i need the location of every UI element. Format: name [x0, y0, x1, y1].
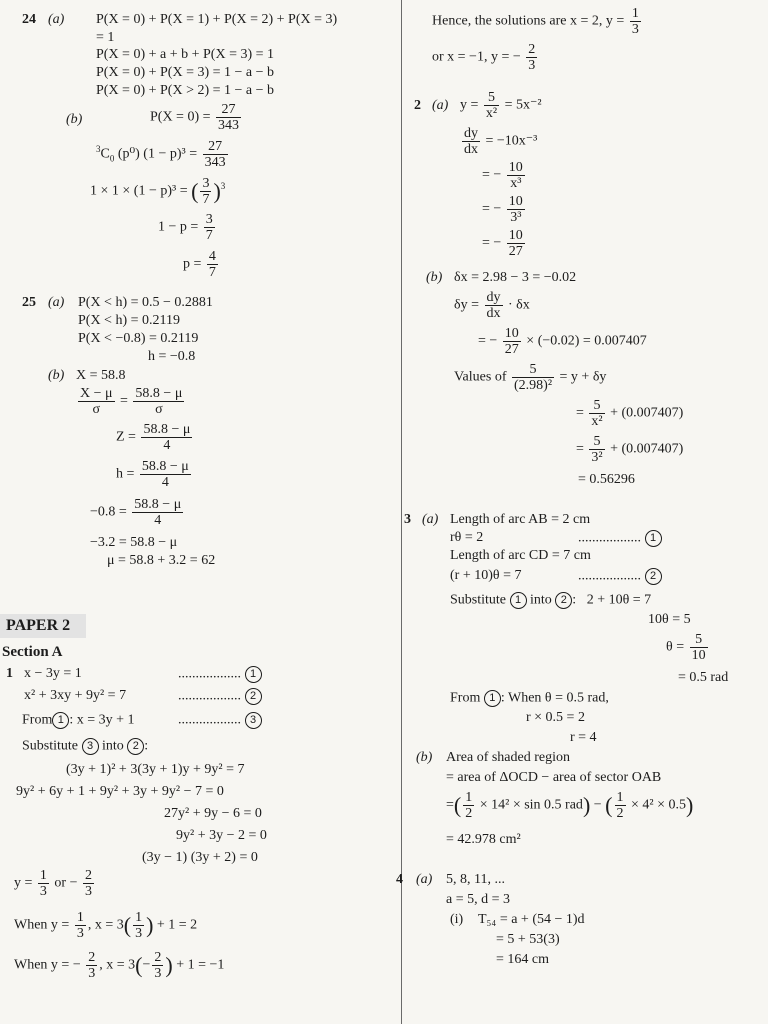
q1-number: 1: [6, 666, 13, 681]
neg08-eq: −0.8 =: [90, 504, 127, 520]
denominator: 4: [163, 438, 171, 453]
q2-a-line2: [460, 126, 537, 157]
numerator: 5: [484, 90, 499, 106]
q3-b-line2: = area of ΔOCD − area of sector OAB: [446, 770, 662, 785]
numerator: 10: [508, 228, 523, 243]
q1-step3: 27y² + 9y − 6 = 0: [164, 806, 262, 821]
q24-b-line5: [183, 249, 220, 280]
q1-step4: 9y² + 3y − 2 = 0: [176, 828, 267, 843]
or-text: or x = −1, y = −: [432, 49, 521, 65]
fraction: [526, 42, 537, 73]
combination-symbol: C: [100, 146, 110, 162]
denominator: 3: [528, 58, 536, 73]
q1-y-values: [14, 868, 96, 899]
q2-part-a: (a): [432, 98, 449, 113]
q24-b-line2: $^3C_0$ (p⁰) (1 − p)³ = $\frac{27}{343}$: [96, 139, 226, 170]
q25-line1: P(X < h) = 0.5 − 0.2881: [78, 295, 213, 310]
q2-a-line4: [482, 194, 527, 225]
q3-10theta: 10θ = 5: [648, 612, 691, 627]
dot-dx: · δx: [508, 297, 530, 313]
q3-b-result: = 42.978 cm²: [446, 832, 521, 847]
or-line: [432, 42, 539, 73]
numerator: 1: [465, 790, 473, 805]
q2-b-line2: [454, 290, 530, 321]
values-of: Values of: [454, 369, 507, 385]
q1-eq1: x − 3y = 1: [24, 666, 82, 681]
q25-b-line4: [116, 459, 193, 490]
q3-b-line3: =( $\frac{1}{2}$ × 14² × sin 0.5 rad) − ( $\frac{1}{2}$ × 4² × 0.5): [446, 790, 694, 821]
eq3-body: : x = 3y + 1: [69, 712, 135, 728]
q24-b-line4: [158, 212, 217, 243]
plus-value: + (0.007407): [610, 441, 684, 457]
denominator: 343: [218, 118, 240, 133]
numerator: X − μ: [80, 386, 113, 401]
denominator: 2: [465, 806, 473, 821]
fraction: [507, 194, 525, 225]
q24-b3-lhs: 1 × 1 × (1 − p)³ =: [90, 183, 188, 199]
paper-2-heading: PAPER 2: [0, 614, 86, 638]
dotted-leader: [178, 666, 262, 683]
substitute-label: Substitute: [450, 592, 507, 608]
dots: ..................: [578, 530, 641, 546]
q24-line4: P(X = 0) + P(X = 3) = 1 − a − b: [96, 65, 275, 80]
q3-line2: rθ = 2: [450, 530, 484, 545]
sub-eq: 2 + 10θ = 7: [586, 592, 652, 608]
triangle-area: × 14² × sin 0.5 rad: [479, 797, 583, 813]
denominator: 3: [76, 926, 84, 941]
numerator: 5: [589, 434, 604, 450]
denominator: x³: [510, 176, 522, 191]
numerator: 2: [528, 42, 536, 57]
eq-neg: = −: [482, 235, 502, 251]
x-eq-3: , x = 3: [99, 957, 136, 973]
q24-line1: P(X = 0) + P(X = 1) + P(X = 2) + P(X = 3): [96, 12, 338, 27]
numerator: 5: [512, 362, 554, 378]
q3-part-a: (a): [422, 512, 439, 527]
fraction: [216, 102, 241, 133]
denominator: 3: [39, 884, 47, 899]
circled-3: 3: [245, 712, 262, 729]
from-label: From: [22, 712, 53, 728]
fraction: [204, 212, 215, 243]
q3-number: 3: [404, 512, 411, 527]
eq: =: [576, 405, 584, 421]
denominator: 3³: [510, 210, 522, 225]
minus: −: [593, 797, 602, 813]
q25-b-line5: [90, 497, 185, 528]
q3-b-line1: Area of shaded region: [446, 750, 571, 765]
numerator: 1: [616, 790, 624, 805]
dotted-leader: [578, 530, 662, 547]
denominator: 7: [205, 228, 213, 243]
circled-2: 2: [127, 738, 144, 755]
q25-part-a: (a): [48, 295, 65, 310]
q24-b2-mid: (p⁰) (1 − p)³ =: [117, 146, 198, 162]
fraction: [133, 910, 144, 941]
fraction: [141, 422, 192, 453]
circled-2: 2: [645, 568, 662, 585]
numerator: 10: [504, 326, 519, 341]
q3-line3: Length of arc CD = 7 cm: [450, 548, 591, 563]
eq-10x: = −10x⁻³: [485, 133, 538, 149]
q2-b-result: = 0.56296: [578, 472, 635, 487]
sector-area: × 4² × 0.5: [631, 797, 686, 813]
q4-line4: = 5 + 53(3): [496, 932, 560, 947]
plus-value: + (0.007407): [610, 405, 684, 421]
numerator: 10: [508, 194, 523, 209]
numerator: 1: [76, 910, 84, 925]
numerator: 1: [39, 868, 47, 883]
q24-line2: = 1: [96, 30, 115, 45]
fraction: [589, 398, 604, 429]
numerator: 2: [88, 950, 96, 965]
fraction: [507, 228, 525, 259]
result-2: + 1 = 2: [156, 917, 198, 933]
circled-1: 1: [52, 712, 69, 729]
numerator: 27: [203, 139, 228, 155]
denominator: 4: [161, 475, 169, 490]
denominator: 2: [616, 806, 624, 821]
eq-neg: = −: [478, 333, 498, 349]
denominator: 343: [204, 155, 226, 170]
y-eq: y =: [460, 97, 479, 113]
fraction: [152, 950, 163, 981]
dots: ..................: [178, 666, 241, 682]
circled-2: 2: [245, 688, 262, 705]
q25-number: 25: [22, 295, 36, 310]
fraction: [132, 497, 183, 528]
q4-line2: a = 5, d = 3: [446, 892, 511, 907]
numerator: 58.8 − μ: [135, 386, 183, 401]
section-a-heading: Section A: [2, 644, 63, 660]
denominator: 3: [88, 966, 96, 981]
denominator: 7: [208, 265, 216, 280]
fraction: [507, 160, 525, 191]
eq-neg: = −: [482, 167, 502, 183]
fraction: [462, 126, 480, 157]
q25-line2: P(X < h) = 0.2119: [78, 313, 180, 328]
numerator: 1: [631, 6, 639, 21]
numerator: 2: [84, 868, 92, 883]
q2-b-line1: δx = 2.98 − 3 = −0.02: [454, 270, 577, 285]
denominator: 3²: [591, 450, 603, 465]
denominator: 3: [631, 22, 639, 37]
theta-eq: θ =: [666, 639, 685, 655]
denominator: 10: [691, 648, 706, 663]
fraction: [38, 868, 49, 899]
q3-rad: = 0.5 rad: [678, 670, 729, 685]
fraction: [78, 386, 115, 417]
q25-b-line7: μ = 58.8 + 3.2 = 62: [107, 553, 216, 568]
q4-line1: 5, 8, 11, ...: [446, 872, 505, 887]
q1-when-neg: When y = − $\frac{2}{3}$ , x = 3(− $\frac{2}{3}$ ) + 1 = −1: [14, 950, 225, 981]
when-text: : When θ = 0.5 rad,: [500, 690, 609, 706]
numerator: 5: [589, 398, 604, 414]
numerator: 1: [135, 910, 143, 925]
when-neg-label: When y = −: [14, 957, 81, 973]
numerator: dy: [486, 290, 501, 305]
hence-text: Hence, the solutions are x = 2, y =: [432, 13, 625, 29]
colon: :: [572, 592, 577, 608]
q2-b-line5: [576, 398, 683, 429]
q3-r1: r × 0.5 = 2: [526, 710, 585, 725]
into-label: into: [102, 738, 124, 754]
q1-eq3: [22, 712, 135, 729]
fraction: [140, 459, 191, 490]
fraction: [512, 362, 554, 393]
denominator: 4: [154, 513, 162, 528]
fraction: [484, 90, 499, 121]
dotted-leader: [178, 688, 262, 705]
q24-line5: P(X = 0) + P(X > 2) = 1 − a − b: [96, 83, 275, 98]
q1-step5: (3y − 1) (3y + 2) = 0: [142, 850, 258, 865]
numerator: 4: [208, 249, 216, 264]
denominator: 27: [508, 244, 523, 259]
q1-eq2: x² + 3xy + 9y² = 7: [24, 688, 127, 703]
q24-b4-lhs: 1 − p =: [158, 219, 199, 235]
q24-b1-lhs: P(X = 0) =: [150, 109, 211, 125]
q25-b-line6: −3.2 = 58.8 − μ: [90, 535, 178, 550]
q24-number: 24: [22, 12, 36, 27]
numerator: 3: [205, 212, 213, 227]
denominator: (2.98)²: [514, 378, 553, 393]
q1-step2: 9y² + 6y + 1 + 9y² + 3y + 9y² − 7 = 0: [16, 784, 224, 799]
q2-a-line3: [482, 160, 527, 191]
denominator: 7: [202, 192, 210, 207]
fraction: [503, 326, 521, 357]
q1-when-pos: When y = $\frac{1}{3}$ , x = 3( $\frac{1}{3}$ ) + 1 = 2: [14, 910, 198, 941]
fraction: [75, 910, 86, 941]
numerator: 3: [202, 176, 210, 191]
circled-3: 3: [82, 738, 99, 755]
q1-substitute: Substitute 3 into 2 :: [22, 738, 149, 754]
eq: =: [446, 797, 454, 813]
q25-b-line3: [116, 422, 194, 453]
dotted-leader: [578, 568, 662, 585]
q3-line1: Length of arc AB = 2 cm: [450, 512, 591, 527]
circled-1: 1: [484, 690, 501, 707]
eq: =: [576, 441, 584, 457]
circled-1: 1: [510, 592, 527, 609]
q3-from: [450, 690, 609, 707]
fraction: [86, 950, 97, 981]
denominator: 3: [154, 966, 162, 981]
q25-line4: h = −0.8: [148, 349, 196, 364]
q3-r2: r = 4: [570, 730, 597, 745]
eq-5x: = 5x⁻²: [504, 97, 542, 113]
q2-a-line1: [460, 90, 542, 121]
eq-neg: = −: [482, 201, 502, 217]
denominator: 27: [504, 342, 519, 357]
dots: ..................: [578, 568, 641, 584]
dots: ..................: [178, 712, 241, 728]
q4-line5: = 164 cm: [496, 952, 549, 967]
denominator: σ: [92, 402, 101, 417]
q3-part-b: (b): [416, 750, 433, 765]
q24-b5-lhs: p =: [183, 256, 202, 272]
circled-1: 1: [645, 530, 662, 547]
fraction: [615, 790, 626, 821]
fraction: [203, 139, 228, 170]
denominator: 3: [135, 926, 143, 941]
or-label: or −: [54, 875, 78, 891]
q24-line3: P(X = 0) + a + b + P(X = 3) = 1: [96, 47, 275, 62]
q24-b-line3: 1 × 1 × (1 − p)³ = ( $\frac{3}{7}$ )$^3$: [90, 176, 226, 207]
q3-theta: [666, 632, 710, 663]
denominator: x²: [485, 106, 498, 121]
substitute-label: Substitute: [22, 738, 79, 754]
numerator: 10: [508, 160, 523, 175]
fraction: [690, 632, 708, 663]
q3-substitute: [450, 592, 651, 609]
from-label: From: [450, 690, 481, 706]
fraction: [207, 249, 218, 280]
x-eq-3: , x = 3: [87, 917, 124, 933]
denominator: x²: [591, 414, 603, 429]
fraction: [630, 6, 641, 37]
numerator: 2: [154, 950, 162, 965]
delta-y: δy =: [454, 297, 479, 313]
circled-2: 2: [555, 592, 572, 609]
denominator: 3: [84, 884, 92, 899]
numerator: 58.8 − μ: [143, 422, 191, 437]
column-divider: [401, 0, 402, 1024]
into-label: into: [530, 592, 552, 608]
q24-b-line1: [150, 102, 243, 133]
q2-b-line4: [454, 362, 606, 393]
numerator: 5: [690, 632, 708, 648]
q2-a-line5: [482, 228, 527, 259]
fraction: [589, 434, 604, 465]
q2-part-b: (b): [426, 270, 443, 285]
q3-line4: (r + 10)θ = 7: [450, 568, 522, 583]
numerator: 58.8 − μ: [141, 459, 189, 474]
q4-t54: T₅₄ = a + (54 − 1)d: [478, 912, 585, 927]
h-eq: h =: [116, 466, 135, 482]
fraction: [83, 868, 94, 899]
y-eq: y =: [14, 875, 33, 891]
denominator: dx: [486, 306, 501, 321]
dots: ..................: [178, 688, 241, 704]
denominator: dx: [464, 142, 478, 157]
q24-part-b: (b): [66, 112, 83, 127]
q4-part-i: (i): [450, 912, 464, 927]
circled-1: 1: [245, 666, 262, 683]
numerator: 27: [216, 102, 241, 118]
q2-b-line3: [478, 326, 647, 357]
q2-number: 2: [414, 98, 421, 113]
when-label: When y =: [14, 917, 70, 933]
q4-number: 4: [396, 872, 403, 887]
q2-b-line6: [576, 434, 683, 465]
fraction: [485, 290, 503, 321]
times-value: × (−0.02) = 0.007407: [526, 333, 647, 349]
dotted-leader: [178, 712, 262, 729]
fraction: [133, 386, 184, 417]
fraction: [463, 790, 474, 821]
fraction: [200, 176, 211, 207]
z-eq: Z =: [116, 429, 136, 445]
numerator: 58.8 − μ: [134, 497, 182, 512]
q25-line3: P(X < −0.8) = 0.2119: [78, 331, 199, 346]
q25-part-b: (b): [48, 368, 65, 383]
q4-part-a: (a): [416, 872, 433, 887]
result-neg1: + 1 = −1: [176, 957, 225, 973]
hence-line: [432, 6, 643, 37]
q25-b-line2: $\frac{X - \mu}{\sigma}$ = $\frac{58.8 - \mu}{\sigma}$: [80, 386, 183, 417]
q24-part-a: (a): [48, 12, 65, 27]
eq-ydy: = y + δy: [559, 369, 607, 385]
q1-step1: (3y + 1)² + 3(3y + 1)y + 9y² = 7: [66, 762, 245, 777]
numerator: dy: [464, 126, 478, 141]
denominator: σ: [155, 402, 163, 417]
q25-b-line1: X = 58.8: [76, 368, 126, 383]
